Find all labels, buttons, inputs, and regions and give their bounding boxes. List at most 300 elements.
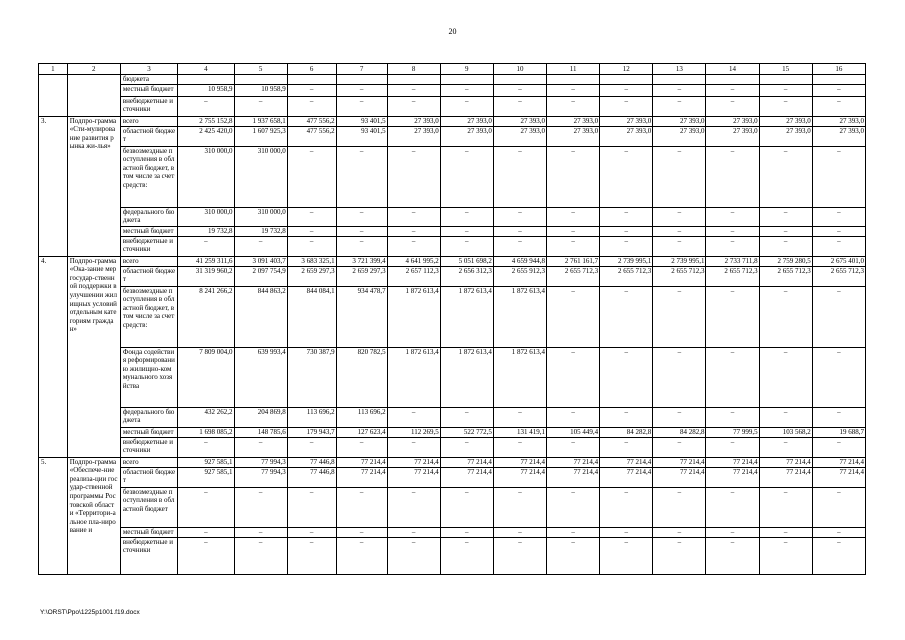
table-row bbox=[39, 84, 866, 96]
amount-cell: 27 393,0 bbox=[812, 126, 865, 146]
amount-cell: 2 739 995,1 bbox=[653, 256, 706, 266]
amount-cell bbox=[812, 75, 865, 85]
amount-cell: – bbox=[387, 226, 440, 236]
amount-cell: 77 214,4 bbox=[387, 467, 440, 487]
amount-cell: – bbox=[287, 437, 336, 457]
funding-source-label: федерального бюджета bbox=[120, 407, 177, 427]
amount-cell: 27 393,0 bbox=[653, 116, 706, 126]
amount-cell: 77 214,4 bbox=[812, 467, 865, 487]
funding-source-label: всего bbox=[120, 457, 177, 467]
funding-source-label: безвозмездные поступления в областной бюджет, в том числе за счет средств: bbox=[120, 146, 177, 207]
amount-cell: 5 051 698,2 bbox=[440, 256, 493, 266]
amount-cell: 522 772,5 bbox=[440, 427, 493, 437]
column-number: 2 bbox=[67, 64, 120, 75]
amount-cell: 2 659 297,3 bbox=[336, 266, 387, 286]
column-number: 9 bbox=[440, 64, 493, 75]
amount-cell: 77 214,4 bbox=[600, 467, 653, 487]
column-number: 12 bbox=[600, 64, 653, 75]
amount-cell: – bbox=[387, 527, 440, 537]
amount-cell: – bbox=[440, 537, 493, 574]
funding-source-label: внебюджетные источники bbox=[120, 96, 177, 116]
amount-cell: 27 393,0 bbox=[706, 126, 759, 146]
amount-cell: – bbox=[706, 286, 759, 347]
amount-cell: – bbox=[759, 347, 812, 407]
amount-cell: – bbox=[336, 207, 387, 226]
amount-cell: – bbox=[493, 207, 546, 226]
amount-cell: – bbox=[440, 96, 493, 116]
funding-source-label: всего bbox=[120, 116, 177, 126]
amount-cell: – bbox=[600, 96, 653, 116]
amount-cell: 1 872 613,4 bbox=[440, 347, 493, 407]
file-path-footer: Y:\ORST\Ppo\1225p1001.f19.docx bbox=[40, 609, 140, 616]
amount-cell: – bbox=[600, 146, 653, 207]
amount-cell: – bbox=[440, 84, 493, 96]
amount-cell: 77 999,5 bbox=[706, 427, 759, 437]
amount-cell: 730 387,9 bbox=[287, 347, 336, 407]
funding-source-label: местный бюджет bbox=[120, 527, 177, 537]
column-number: 16 bbox=[812, 64, 865, 75]
table-row bbox=[39, 286, 866, 347]
amount-cell: 77 214,4 bbox=[759, 457, 812, 467]
amount-cell: – bbox=[387, 537, 440, 574]
amount-cell bbox=[759, 75, 812, 85]
amount-cell: 8 241 266,2 bbox=[178, 286, 234, 347]
subprogram-name: Подпро-грамма «Ока-зание мер государ-ственной поддержки в улучшении жилищных условий отдельным категориям граждан» bbox=[67, 256, 120, 457]
amount-cell: – bbox=[759, 84, 812, 96]
amount-cell: – bbox=[547, 96, 600, 116]
column-number: 10 bbox=[493, 64, 546, 75]
amount-cell: 27 393,0 bbox=[493, 126, 546, 146]
amount-cell bbox=[178, 75, 234, 85]
column-number: 15 bbox=[759, 64, 812, 75]
amount-cell: – bbox=[440, 207, 493, 226]
column-number: 8 bbox=[387, 64, 440, 75]
amount-cell: – bbox=[493, 226, 546, 236]
amount-cell: – bbox=[653, 226, 706, 236]
table-row bbox=[39, 146, 866, 207]
amount-cell: – bbox=[706, 537, 759, 574]
funding-source-label: областной бюджет bbox=[120, 266, 177, 286]
amount-cell: 2 655 712,3 bbox=[600, 266, 653, 286]
amount-cell: – bbox=[759, 407, 812, 427]
amount-cell: – bbox=[387, 146, 440, 207]
amount-cell: – bbox=[178, 527, 234, 537]
amount-cell bbox=[336, 75, 387, 85]
funding-source-label: областной бюджет bbox=[120, 467, 177, 487]
funding-source-label: местный бюджет bbox=[120, 427, 177, 437]
funding-source-label: местный бюджет bbox=[120, 226, 177, 236]
amount-cell bbox=[440, 75, 493, 85]
amount-cell: 77 214,4 bbox=[812, 457, 865, 467]
amount-cell: – bbox=[387, 437, 440, 457]
amount-cell: – bbox=[234, 527, 287, 537]
amount-cell: – bbox=[600, 207, 653, 226]
column-number-row bbox=[39, 64, 866, 75]
amount-cell: 2 755 152,8 bbox=[178, 116, 234, 126]
amount-cell: – bbox=[653, 286, 706, 347]
amount-cell: – bbox=[706, 146, 759, 207]
table-row bbox=[39, 256, 866, 266]
funding-source-label: внебюджетные источники bbox=[120, 437, 177, 457]
table-row bbox=[39, 347, 866, 407]
amount-cell: 77 446,8 bbox=[287, 467, 336, 487]
amount-cell: – bbox=[493, 487, 546, 527]
table-row bbox=[39, 537, 866, 574]
amount-cell: – bbox=[706, 487, 759, 527]
amount-cell: 477 556,2 bbox=[287, 116, 336, 126]
amount-cell: 19 688,7 bbox=[812, 427, 865, 437]
amount-cell bbox=[600, 75, 653, 85]
amount-cell: – bbox=[387, 84, 440, 96]
amount-cell: – bbox=[706, 437, 759, 457]
subprogram-name: Подпро-грамма «Сти-мулирование развития рынка жи-лья» bbox=[67, 116, 120, 256]
amount-cell: – bbox=[706, 236, 759, 256]
amount-cell: – bbox=[706, 207, 759, 226]
amount-cell: – bbox=[493, 236, 546, 256]
amount-cell: 77 214,4 bbox=[336, 457, 387, 467]
amount-cell: – bbox=[812, 347, 865, 407]
amount-cell: – bbox=[759, 286, 812, 347]
amount-cell: 2 761 161,7 bbox=[547, 256, 600, 266]
amount-cell: 77 214,4 bbox=[653, 467, 706, 487]
amount-cell: 1 872 613,4 bbox=[493, 347, 546, 407]
amount-cell: – bbox=[547, 527, 600, 537]
amount-cell: 2 657 112,3 bbox=[387, 266, 440, 286]
amount-cell: 19 732,8 bbox=[178, 226, 234, 236]
amount-cell: – bbox=[336, 226, 387, 236]
amount-cell: 77 214,4 bbox=[440, 457, 493, 467]
amount-cell: – bbox=[178, 236, 234, 256]
amount-cell: – bbox=[234, 537, 287, 574]
amount-cell: 7 809 004,0 bbox=[178, 347, 234, 407]
table-row bbox=[39, 207, 866, 226]
amount-cell: – bbox=[600, 437, 653, 457]
amount-cell: 2 655 712,3 bbox=[653, 266, 706, 286]
amount-cell: – bbox=[387, 487, 440, 527]
amount-cell: 2 659 297,3 bbox=[287, 266, 336, 286]
column-number: 5 bbox=[234, 64, 287, 75]
amount-cell: 2 733 711,8 bbox=[706, 256, 759, 266]
amount-cell: – bbox=[287, 146, 336, 207]
amount-cell: 113 696,2 bbox=[336, 407, 387, 427]
table-row bbox=[39, 527, 866, 537]
amount-cell: 4 659 944,8 bbox=[493, 256, 546, 266]
amount-cell: – bbox=[812, 207, 865, 226]
amount-cell: 77 446,8 bbox=[287, 457, 336, 467]
amount-cell: – bbox=[440, 437, 493, 457]
amount-cell: 2 655 912,3 bbox=[493, 266, 546, 286]
amount-cell: 2 739 995,1 bbox=[600, 256, 653, 266]
amount-cell: 41 259 311,6 bbox=[178, 256, 234, 266]
amount-cell: 27 393,0 bbox=[759, 126, 812, 146]
amount-cell: – bbox=[812, 146, 865, 207]
amount-cell: – bbox=[547, 437, 600, 457]
amount-cell: – bbox=[387, 207, 440, 226]
amount-cell: 127 623,4 bbox=[336, 427, 387, 437]
amount-cell: 2 655 712,3 bbox=[759, 266, 812, 286]
amount-cell: – bbox=[234, 487, 287, 527]
amount-cell: 820 782,5 bbox=[336, 347, 387, 407]
amount-cell: – bbox=[336, 487, 387, 527]
amount-cell: 77 214,4 bbox=[547, 467, 600, 487]
amount-cell: – bbox=[234, 96, 287, 116]
amount-cell: – bbox=[547, 236, 600, 256]
funding-source-label: внебюджетные источники bbox=[120, 537, 177, 574]
amount-cell: 77 214,4 bbox=[336, 467, 387, 487]
amount-cell: – bbox=[178, 487, 234, 527]
funding-source-label: безвозмездные поступления в областной бюджет, в том числе за счет средств: bbox=[120, 286, 177, 347]
amount-cell: 27 393,0 bbox=[547, 116, 600, 126]
amount-cell: 179 943,7 bbox=[287, 427, 336, 437]
amount-cell: 2 656 312,3 bbox=[440, 266, 493, 286]
table-row bbox=[39, 266, 866, 286]
amount-cell: – bbox=[387, 407, 440, 427]
amount-cell: 31 319 960,2 bbox=[178, 266, 234, 286]
amount-cell: – bbox=[600, 226, 653, 236]
amount-cell: – bbox=[493, 84, 546, 96]
amount-cell: 1 937 658,1 bbox=[234, 116, 287, 126]
amount-cell: 77 214,4 bbox=[493, 467, 546, 487]
table-row bbox=[39, 236, 866, 256]
amount-cell: 27 393,0 bbox=[600, 116, 653, 126]
amount-cell: 927 585,1 bbox=[178, 457, 234, 467]
amount-cell: – bbox=[336, 96, 387, 116]
amount-cell: – bbox=[493, 527, 546, 537]
amount-cell: 27 393,0 bbox=[812, 116, 865, 126]
amount-cell: – bbox=[812, 527, 865, 537]
column-number: 3 bbox=[120, 64, 177, 75]
amount-cell: – bbox=[336, 84, 387, 96]
amount-cell: – bbox=[759, 207, 812, 226]
amount-cell: – bbox=[336, 146, 387, 207]
amount-cell: – bbox=[336, 437, 387, 457]
amount-cell: – bbox=[653, 84, 706, 96]
table-body bbox=[39, 64, 866, 575]
amount-cell: – bbox=[547, 286, 600, 347]
amount-cell: – bbox=[287, 487, 336, 527]
amount-cell: – bbox=[493, 96, 546, 116]
table-row bbox=[39, 407, 866, 427]
amount-cell: – bbox=[493, 146, 546, 207]
amount-cell: – bbox=[759, 236, 812, 256]
amount-cell: 310 000,0 bbox=[234, 146, 287, 207]
amount-cell: – bbox=[653, 236, 706, 256]
amount-cell bbox=[234, 75, 287, 85]
amount-cell: 77 214,4 bbox=[547, 457, 600, 467]
amount-cell: 77 214,4 bbox=[653, 457, 706, 467]
table-row bbox=[39, 96, 866, 116]
amount-cell: 27 393,0 bbox=[706, 116, 759, 126]
amount-cell bbox=[287, 75, 336, 85]
amount-cell: – bbox=[759, 537, 812, 574]
amount-cell: – bbox=[759, 437, 812, 457]
amount-cell: 3 683 325,1 bbox=[287, 256, 336, 266]
amount-cell: 77 994,3 bbox=[234, 467, 287, 487]
amount-cell: 639 993,4 bbox=[234, 347, 287, 407]
amount-cell: – bbox=[812, 407, 865, 427]
amount-cell: – bbox=[234, 236, 287, 256]
table-row bbox=[39, 437, 866, 457]
column-number: 14 bbox=[706, 64, 759, 75]
amount-cell: 27 393,0 bbox=[493, 116, 546, 126]
table-row bbox=[39, 226, 866, 236]
amount-cell: – bbox=[336, 527, 387, 537]
amount-cell: 1 872 613,4 bbox=[387, 347, 440, 407]
amount-cell: – bbox=[600, 487, 653, 527]
amount-cell: – bbox=[653, 537, 706, 574]
amount-cell: – bbox=[440, 226, 493, 236]
column-number: 4 bbox=[178, 64, 234, 75]
amount-cell: – bbox=[812, 437, 865, 457]
amount-cell: – bbox=[440, 146, 493, 207]
amount-cell: – bbox=[759, 96, 812, 116]
table-row bbox=[39, 75, 866, 85]
amount-cell: – bbox=[812, 96, 865, 116]
amount-cell: 1 872 613,4 bbox=[440, 286, 493, 347]
amount-cell: 19 732,8 bbox=[234, 226, 287, 236]
amount-cell: – bbox=[287, 84, 336, 96]
amount-cell: – bbox=[178, 96, 234, 116]
amount-cell: 10 958,9 bbox=[234, 84, 287, 96]
amount-cell: – bbox=[706, 96, 759, 116]
amount-cell: 131 419,1 bbox=[493, 427, 546, 437]
amount-cell: – bbox=[600, 84, 653, 96]
amount-cell: – bbox=[287, 226, 336, 236]
amount-cell: 2 425 420,0 bbox=[178, 126, 234, 146]
amount-cell: – bbox=[493, 437, 546, 457]
amount-cell: – bbox=[653, 347, 706, 407]
amount-cell: 2 655 712,3 bbox=[706, 266, 759, 286]
amount-cell: 3 721 399,4 bbox=[336, 256, 387, 266]
amount-cell: 105 449,4 bbox=[547, 427, 600, 437]
amount-cell: 77 214,4 bbox=[493, 457, 546, 467]
amount-cell: – bbox=[440, 407, 493, 427]
amount-cell: 84 282,8 bbox=[653, 427, 706, 437]
column-number: 11 bbox=[547, 64, 600, 75]
amount-cell: 112 269,5 bbox=[387, 427, 440, 437]
amount-cell: 310 000,0 bbox=[234, 207, 287, 226]
amount-cell bbox=[706, 75, 759, 85]
amount-cell: 2 655 712,3 bbox=[812, 266, 865, 286]
amount-cell: – bbox=[287, 527, 336, 537]
amount-cell: – bbox=[653, 487, 706, 527]
amount-cell: – bbox=[547, 226, 600, 236]
amount-cell: – bbox=[234, 437, 287, 457]
table-row bbox=[39, 126, 866, 146]
amount-cell: – bbox=[547, 347, 600, 407]
amount-cell: – bbox=[706, 407, 759, 427]
amount-cell bbox=[387, 75, 440, 85]
amount-cell: 103 568,2 bbox=[759, 427, 812, 437]
amount-cell: – bbox=[812, 84, 865, 96]
column-number: 13 bbox=[653, 64, 706, 75]
amount-cell: 204 869,8 bbox=[234, 407, 287, 427]
amount-cell: – bbox=[547, 207, 600, 226]
amount-cell: 27 393,0 bbox=[387, 126, 440, 146]
amount-cell: 27 393,0 bbox=[653, 126, 706, 146]
amount-cell: 27 393,0 bbox=[759, 116, 812, 126]
amount-cell: 27 393,0 bbox=[600, 126, 653, 146]
amount-cell: 77 214,4 bbox=[387, 457, 440, 467]
amount-cell: – bbox=[178, 537, 234, 574]
amount-cell: 27 393,0 bbox=[440, 116, 493, 126]
amount-cell: 84 282,8 bbox=[600, 427, 653, 437]
amount-cell: – bbox=[759, 226, 812, 236]
funding-source-label: бюджета bbox=[120, 75, 177, 85]
amount-cell: – bbox=[547, 407, 600, 427]
amount-cell: – bbox=[387, 96, 440, 116]
column-number: 1 bbox=[39, 64, 68, 75]
amount-cell: 477 556,2 bbox=[287, 126, 336, 146]
amount-cell: – bbox=[812, 537, 865, 574]
amount-cell: – bbox=[653, 527, 706, 537]
funding-source-label: Фонда содействия реформированию жилищно-коммунального хозяйства bbox=[120, 347, 177, 407]
amount-cell: – bbox=[653, 207, 706, 226]
amount-cell: – bbox=[387, 236, 440, 256]
amount-cell: – bbox=[653, 96, 706, 116]
amount-cell: 2 675 401,0 bbox=[812, 256, 865, 266]
subprogram-name: Подпро-грамма «Обеспече-ние реализа-ции государ-ственной программы Ростовской области «Территори-альное пла-нирование и bbox=[67, 457, 120, 574]
funding-source-label: безвозмездные поступления в областной бюджет bbox=[120, 487, 177, 527]
amount-cell: 148 785,6 bbox=[234, 427, 287, 437]
amount-cell: 3 091 403,7 bbox=[234, 256, 287, 266]
amount-cell: 1 872 613,4 bbox=[387, 286, 440, 347]
column-number: 6 bbox=[287, 64, 336, 75]
amount-cell: – bbox=[653, 437, 706, 457]
amount-cell: 1 607 925,3 bbox=[234, 126, 287, 146]
amount-cell: – bbox=[706, 84, 759, 96]
amount-cell: – bbox=[600, 527, 653, 537]
amount-cell: 844 863,2 bbox=[234, 286, 287, 347]
amount-cell: 4 641 995,2 bbox=[387, 256, 440, 266]
funding-source-label: федерального бюджета bbox=[120, 207, 177, 226]
amount-cell: 10 958,9 bbox=[178, 84, 234, 96]
amount-cell: – bbox=[600, 537, 653, 574]
amount-cell: – bbox=[287, 236, 336, 256]
amount-cell: – bbox=[178, 437, 234, 457]
amount-cell: 77 214,4 bbox=[759, 467, 812, 487]
amount-cell: 27 393,0 bbox=[547, 126, 600, 146]
amount-cell: – bbox=[600, 236, 653, 256]
amount-cell: 2 655 712,3 bbox=[547, 266, 600, 286]
amount-cell: – bbox=[493, 537, 546, 574]
amount-cell: – bbox=[706, 527, 759, 537]
amount-cell: 77 214,4 bbox=[600, 457, 653, 467]
amount-cell: – bbox=[440, 527, 493, 537]
amount-cell: – bbox=[287, 96, 336, 116]
page-number: 20 bbox=[448, 27, 457, 36]
amount-cell: – bbox=[547, 146, 600, 207]
amount-cell bbox=[547, 75, 600, 85]
amount-cell: – bbox=[440, 236, 493, 256]
amount-cell: 113 696,2 bbox=[287, 407, 336, 427]
amount-cell bbox=[653, 75, 706, 85]
amount-cell: 1 872 613,4 bbox=[493, 286, 546, 347]
funding-source-label: внебюджетные источники bbox=[120, 236, 177, 256]
table-row bbox=[39, 427, 866, 437]
amount-cell: 77 994,3 bbox=[234, 457, 287, 467]
amount-cell: – bbox=[547, 84, 600, 96]
amount-cell: – bbox=[706, 347, 759, 407]
funding-source-label: всего bbox=[120, 256, 177, 266]
subprogram-number bbox=[39, 75, 68, 117]
amount-cell: – bbox=[812, 487, 865, 527]
amount-cell: – bbox=[440, 487, 493, 527]
amount-cell: – bbox=[287, 537, 336, 574]
amount-cell: – bbox=[547, 487, 600, 527]
amount-cell: – bbox=[759, 487, 812, 527]
subprogram-number: 5. bbox=[39, 457, 68, 574]
